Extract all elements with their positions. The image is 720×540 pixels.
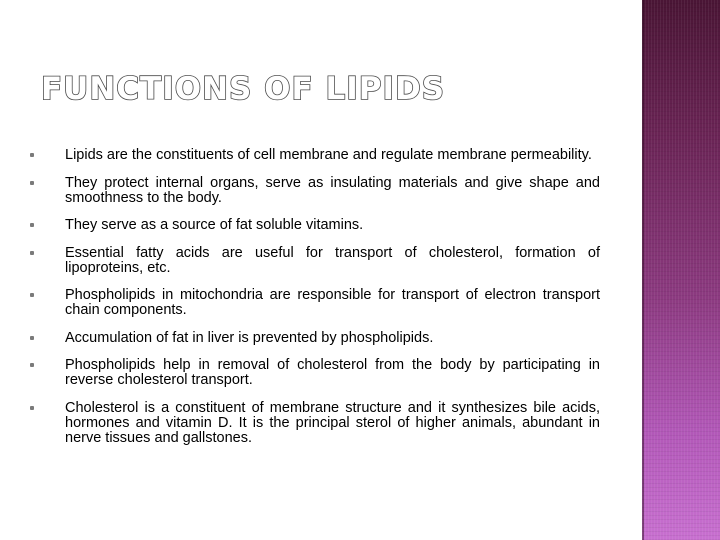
- bullet-text: They protect internal organs, serve as insulating materials and give shape and smoothness to the body.: [65, 174, 600, 206]
- bullet-text: Accumulation of fat in liver is prevented by phospholipids.: [65, 329, 434, 346]
- bullet-dot-icon: [30, 363, 34, 367]
- bullet-text: Phospholipids help in removal of cholesterol from the body by participating in reverse cholesterol transport.: [65, 357, 600, 388]
- bullet-text: Lipids are the constituents of cell membrane and regulate membrane permeability.: [65, 147, 592, 163]
- bullet-item: [24, 148, 600, 163]
- bullet-dot-icon: [30, 181, 34, 185]
- decorative-side-band: [642, 0, 720, 540]
- bullet-list: [24, 148, 600, 458]
- bullet-dot-icon: [30, 406, 34, 410]
- bullet-text: They serve as a source of fat soluble vitamins.: [65, 217, 364, 233]
- bullet-dot-icon: [30, 336, 34, 340]
- bullet-item: [24, 218, 600, 233]
- bullet-dot-icon: [30, 293, 34, 297]
- slide-title: FUNCTIONS OF LIPIDS: [41, 71, 446, 107]
- bullet-item: [24, 401, 600, 446]
- bullet-text: Phospholipids in mitochondria are responsible for transport of electron transport chain components.: [65, 287, 600, 318]
- bullet-item: [24, 358, 600, 388]
- bullet-item: [24, 288, 600, 318]
- bullet-text: Cholesterol is a constituent of membrane structure and it synthesizes bile acids, hormones and vitamin D. It is the principal sterol of higher animals, abundant in nerve tissues and gallstones.: [65, 399, 600, 446]
- bullet-item: [24, 246, 600, 276]
- bullet-dot-icon: [30, 251, 34, 255]
- bullet-item: [24, 176, 600, 206]
- bullet-text: Essential fatty acids are useful for transport of cholesterol, formation of lipoproteins, etc.: [65, 244, 600, 276]
- bullet-dot-icon: [30, 153, 34, 157]
- bullet-item: [24, 331, 600, 346]
- bullet-dot-icon: [30, 223, 34, 227]
